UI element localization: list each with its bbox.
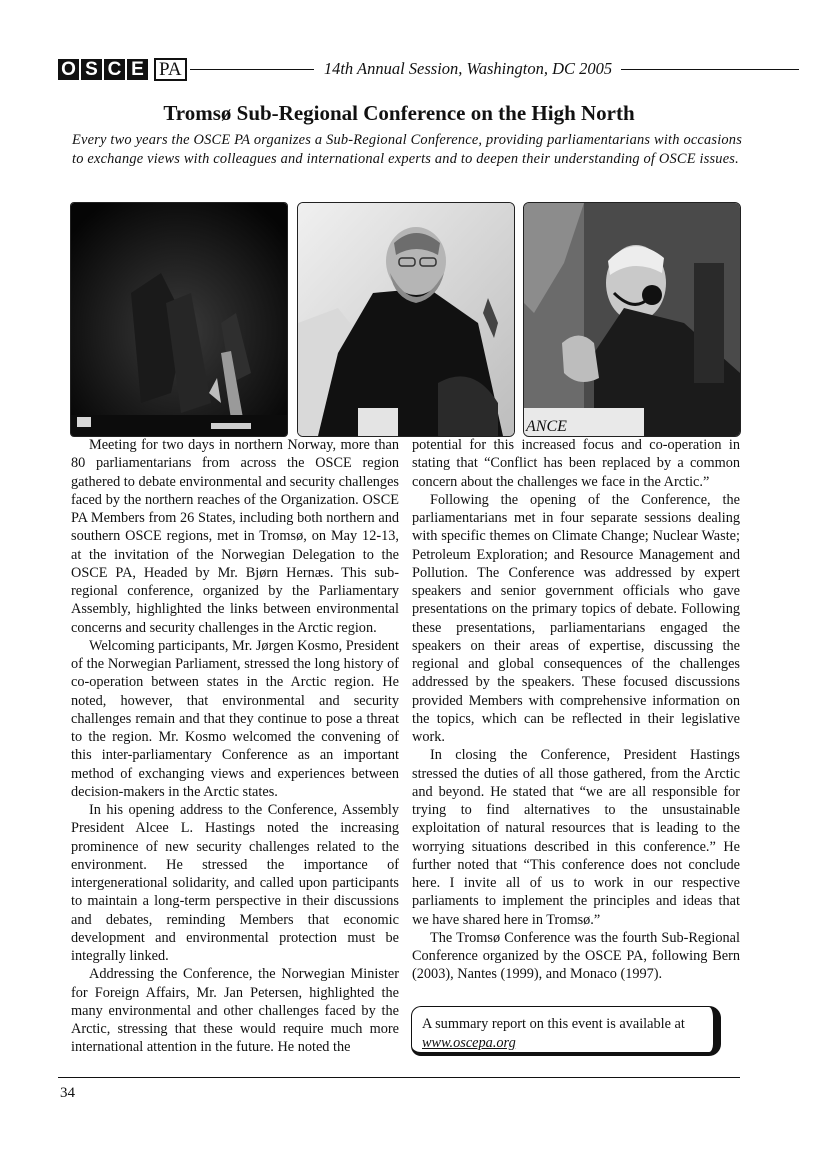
page-header xyxy=(58,56,740,82)
photo-participants-dark xyxy=(70,202,288,437)
summary-box xyxy=(411,1006,721,1056)
logo-letter-o: O xyxy=(58,59,79,80)
photo-speaker-headset xyxy=(523,202,741,437)
paragraph: In closing the Conference, President Hastings stressed the duties of all those gathered, from the Arctic and beyond. He stated that “we are all responsible for trying to find alternatives to the unsustainable exploitation of natural resources that is leading to the worrying situations described in this conference.” He further noted that “This conference does not conclude here. I invite all of us to work in our respective parliaments to implement the principles and ideas that we have shared here in Tromsø.” xyxy=(412,747,740,928)
summary-text: A summary report on this event is available at xyxy=(422,1016,685,1032)
paragraph: In his opening address to the Conference, Assembly President Alcee L. Hastings noted the increasing prominence of new security challenges related to the environment. He stressed the importance of intergenerational solidarity, and called upon participants to maintain a long-term perspective in their discussions and debates, reminding Members that economic development and environmental protection must be integrally linked. xyxy=(71,802,399,964)
article-title: Tromsø Sub-Regional Conference on the High North xyxy=(163,101,635,125)
footer-rule xyxy=(58,1077,740,1078)
paragraph: Addressing the Conference, the Norwegian Minister for Foreign Affairs, Mr. Jan Petersen, highlighted the many environmental and other challenges faced by the Arctic, stressing that these would require much more international attention in the future. He noted the xyxy=(71,966,399,1056)
paragraph: potential for this increased focus and co-operation in stating that “Conflict has been replaced by a common concern about the challenges we face in the Arctic.” xyxy=(412,437,740,490)
logo-letter-c: C xyxy=(104,59,125,80)
photo-speaker-bearded xyxy=(297,202,515,437)
article-intro: Every two years the OSCE PA organizes a Sub-Regional Conference, providing parliamentarians with occasions to exchange views with colleagues and international experts and to deepen their understanding of OSCE issues. xyxy=(72,132,742,168)
photo-sign-text: ANCE xyxy=(526,418,567,435)
session-title: 14th Annual Session, Washington, DC 2005 xyxy=(323,59,613,78)
column-right xyxy=(412,436,740,984)
paragraph: Welcoming participants, Mr. Jørgen Kosmo, President of the Norwegian Parliament, stressed the long history of co-operation between states in the Arctic region. He noted, however, that environmental and security challenges remain and that they continue to pose a threat to the region. Mr. Kosmo welcomed the convening of this inter-parliamentary Conference as an important method of exchanging views and experiences between decision-makers in the Arctic states. xyxy=(71,637,399,800)
logo-letter-e: E xyxy=(127,59,148,80)
paragraph: The Tromsø Conference was the fourth Sub-Regional Conference organized by the OSCE PA, following Bern (2003), Nantes (1999), and Monaco (1997). xyxy=(412,929,740,983)
page-number: 34 xyxy=(60,1085,75,1101)
osce-pa-logo xyxy=(58,58,187,81)
header-rule-right xyxy=(621,69,799,70)
website-link[interactable]: www.oscepa.org xyxy=(422,1035,516,1051)
logo-pa: PA xyxy=(154,58,187,81)
header-rule-left xyxy=(190,69,314,70)
logo-letter-s: S xyxy=(81,59,102,80)
paragraph: Meeting for two days in northern Norway, more than 80 parliamentarians from across the OSCE region gathered to debate environmental and security challenges faced by the northern reaches of the Organization. OSCE PA Members from 26 States, including both northern and southern OSCE regions, met in Tromsø, on May 12-13, at the invitation of the Norwegian Delegation to the OSCE PA, Headed by Mr. Bjørn Hernæs. This sub-regional conference, organized by the Parliamentary Assembly, highlighted the links between environmental concerns and security challenges in the Arctic region. xyxy=(71,437,399,636)
paragraph: Following the opening of the Conference, the parliamentarians met in four separate sessions dealing with specific themes on Climate Change; Nuclear Waste; Petroleum Exploration; and Resource Management and Pollution. The Conference was addressed by expert speakers and senior government officials who gave presentations on the primary topics of debate. Following these presentations, parliamentarians engaged the speakers on their areas of expertise, discussing the regional and global consequences of the challenges addressed by the speakers. These focused discussions provided Members with comprehensive information on the topics, which can be reflected in their legislative work. xyxy=(412,491,740,745)
column-left xyxy=(71,436,399,1057)
